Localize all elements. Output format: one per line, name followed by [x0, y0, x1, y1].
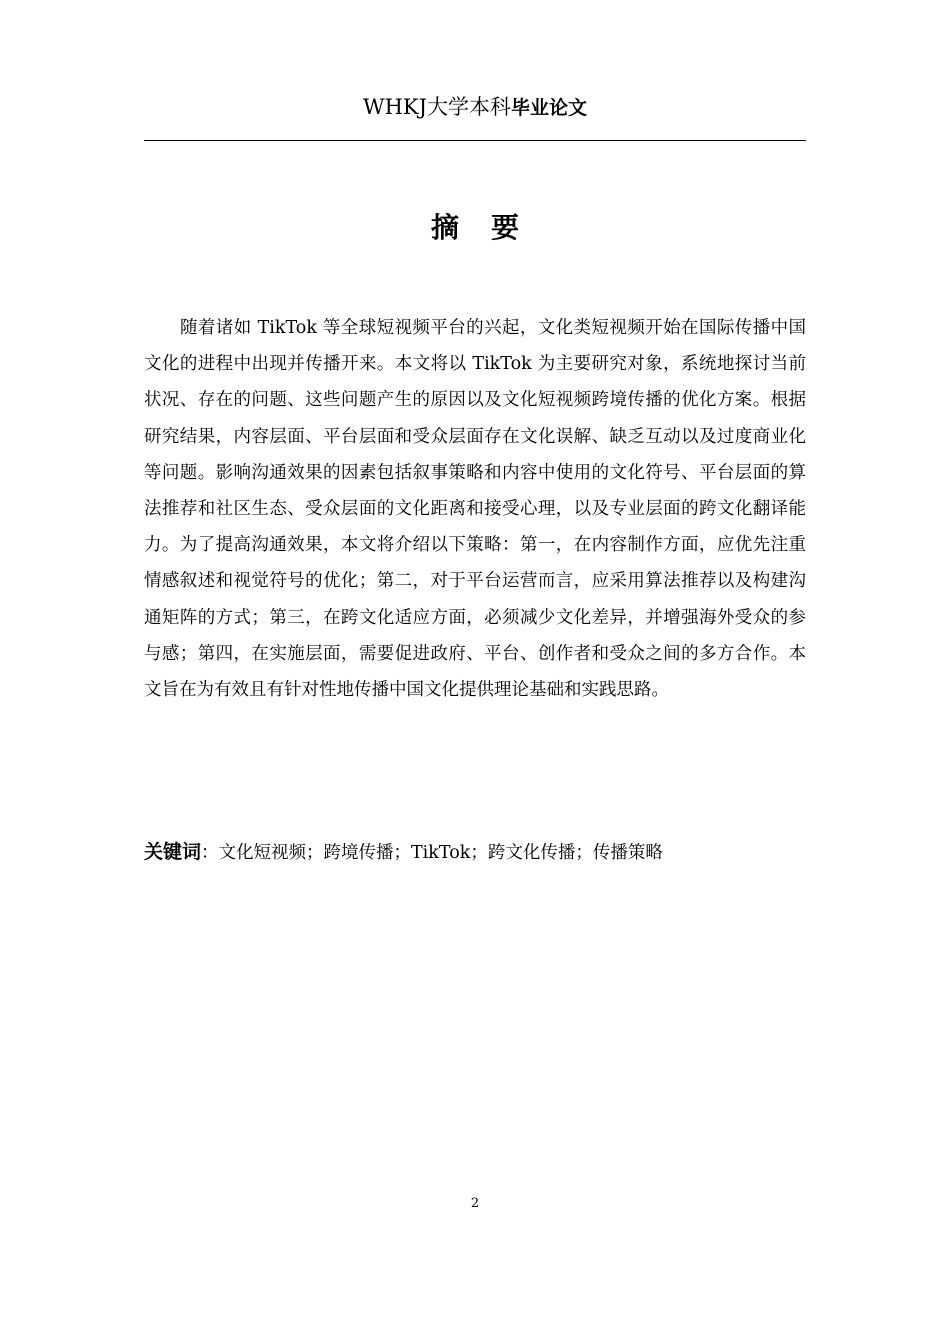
page-number: 2 [470, 1196, 480, 1211]
abstract-title: 摘要 [430, 211, 551, 244]
header-thesis-label: 毕业论文 [511, 97, 588, 119]
keywords-label: 关键词 [144, 841, 202, 863]
keywords-value: 文化短视频；跨境传播；TikTok；跨文化传播；传播策略 [218, 843, 663, 863]
header-divider [144, 140, 806, 141]
header-university: WHKJ大学本科 [362, 95, 511, 119]
abstract-body: 随着诸如 TikTok 等全球短视频平台的兴起，文化类短视频开始在国际传播中国文化的进程中出现并传播开来。本文将以 TikTok 为主要研究对象，系统地探讨当前状况、存在的问题、这些问题产生的原因以及文化短视频跨境传播的优化方案。根据研究结果，内容层面、平台层面和受众层面存在文化误解、缺乏互动以及过度商业化等问题。影响沟通效果的因素包括叙事策略和内容中使用的文化符号、平台层面的算法推荐和社区生态、受众层面的文化距离和接受心理，以及专业层面的跨文化翻译能力。为了提高沟通效果，本文将介绍以下策略：第一，在内容制作方面，应优先注重情感叙述和视觉符号的优化；第二，对于平台运营而言，应采用算法推荐以及构建沟通矩阵的方式；第三，在跨文化适应方面，必须减少文化差异，并增强海外受众的参与感；第四，在实施层面，需要促进政府、平台、创作者和受众之间的多方合作。本文旨在为有效且有针对性地传播中国文化提供理论基础和实践思路。 [144, 318, 806, 701]
keywords-separator: ： [201, 843, 219, 863]
keywords-line [144, 834, 806, 871]
page-header [144, 92, 806, 123]
